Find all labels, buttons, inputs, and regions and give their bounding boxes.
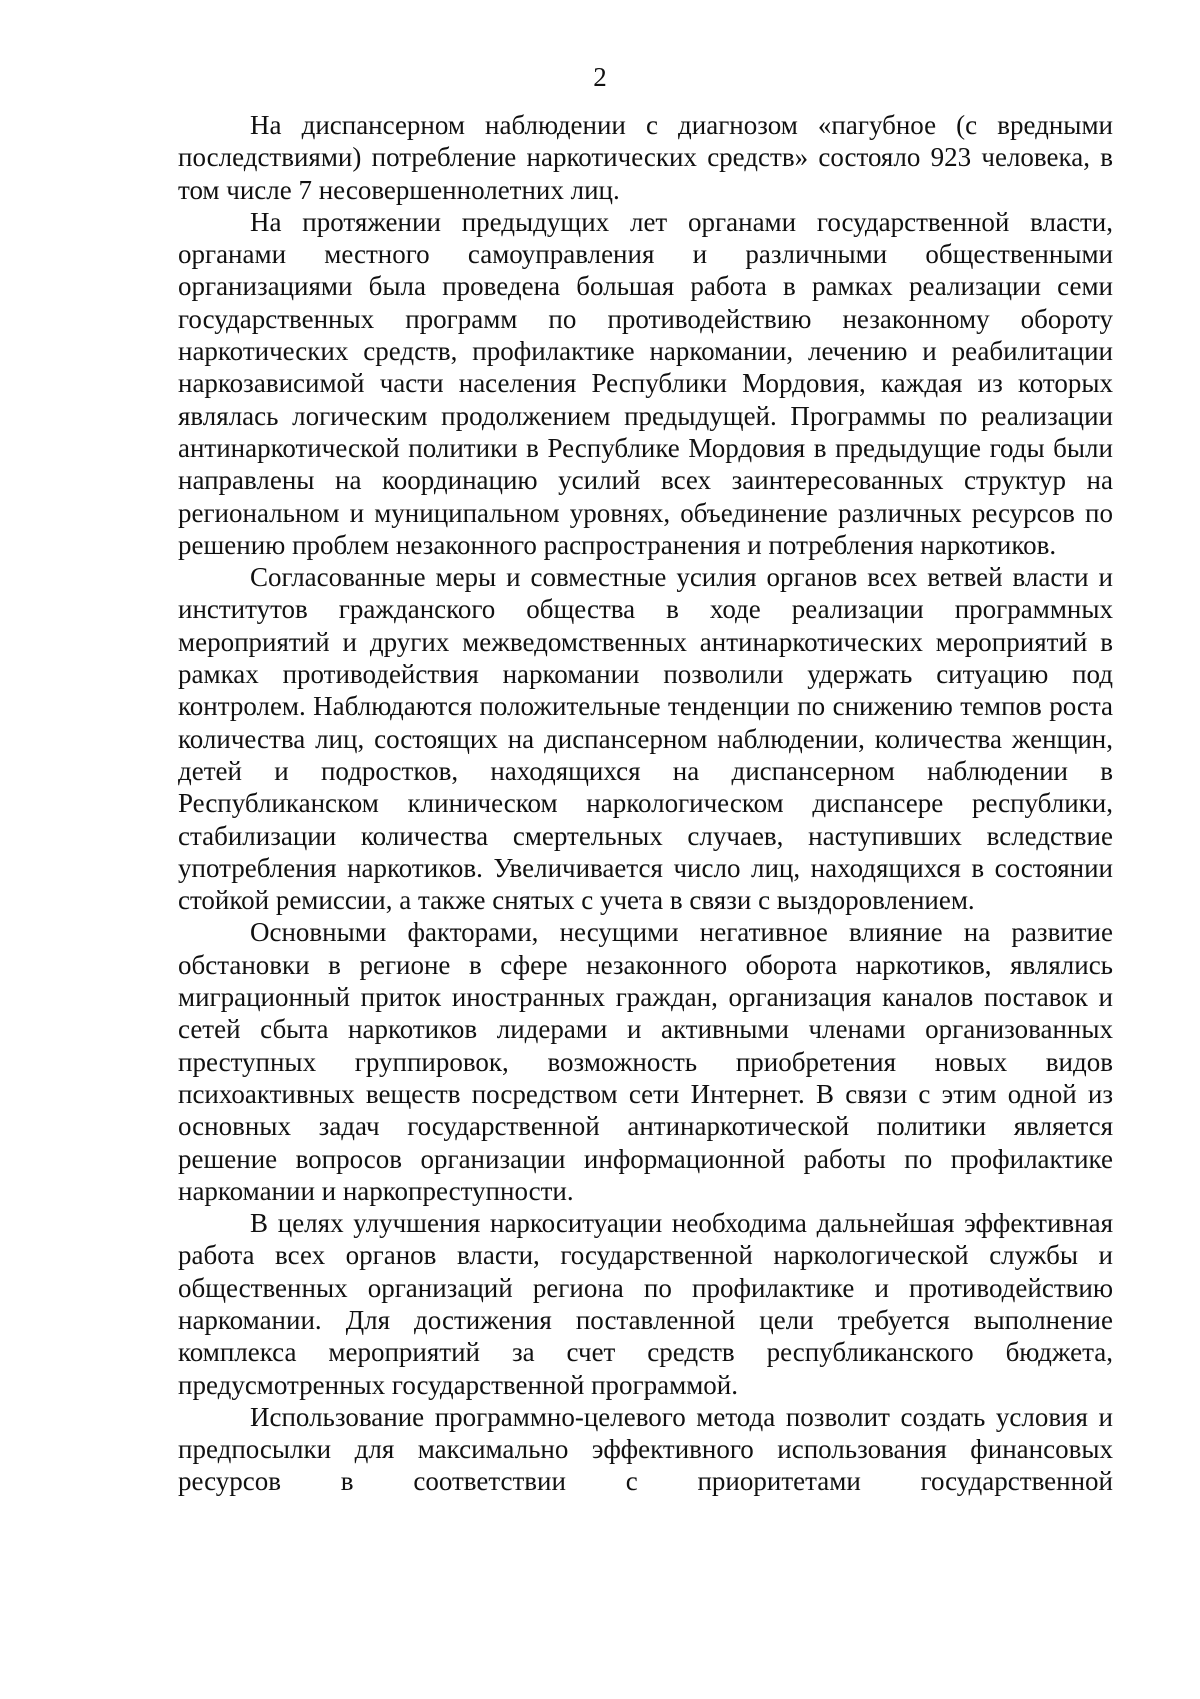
paragraph-program-target-method: Использование программно-целевого метода позволит создать условия и предпосылки для максимально эффективного использования финансовых ресурсов в соответствии с приоритетами государственной [178,1401,1113,1497]
paragraph-dispensary-observation: На диспансерном наблюдении с диагнозом «пагубное (с вредными последствиями) потребление наркотических средств» состояло 923 человека, в том числе 7 несовершеннолетних лиц. [178,110,1113,205]
paragraph-previous-programs: На протяжении предыдущих лет органами государственной власти, органами местного самоуправления и различными общественными организациями была проведена большая работа в рамках реализации семи государственных программ по противодействию незаконному обороту наркотических средств, профилактике наркомании, лечению и реабилитации наркозависимой части населения Республики Мордовия, каждая из которых являлась логическим продолжением предыдущей. Программы по реализации антинаркотической политики в Республике Мордовия в предыдущие годы были направлены на координацию усилий всех заинтересованных структур на региональном и муниципальном уровнях, объединение различных ресурсов по решению проблем незаконного распространения и потребления наркотиков. [178,206,1113,560]
document-body [178,109,1113,1498]
paragraph-coordinated-measures: Согласованные меры и совместные усилия органов всех ветвей власти и институтов гражданского общества в ходе реализации программных мероприятий и других межведомственных антинаркотических мероприятий в рамках противодействия наркомании позволили удержать ситуацию под контролем. Наблюдаются положительные тенденции по снижению темпов роста количества лиц, состоящих на диспансерном наблюдении, количества женщин, детей и подростков, находящихся на диспансерном наблюдении в Республиканском клиническом наркологическом диспансере республики, стабилизации количества смертельных случаев, наступивших вследствие употребления наркотиков. Увеличивается число лиц, находящихся в состоянии стойкой ремиссии, а также снятых с учета в связи с выздоровлением. [178,562,1113,916]
paragraph-negative-factors: Основными факторами, несущими негативное влияние на развитие обстановки в регионе в сфере незаконного оборота наркотиков, являлись миграционный приток иностранных граждан, организация каналов поставок и сетей сбыта наркотиков лидерами и активными членами организованных преступных группировок, возможность приобретения новых видов психоактивных веществ посредством сети Интернет. В связи с этим одной из основных задач государственной антинаркотической политики является решение вопросов организации информационной работы по профилактике наркомании и наркопреступности. [178,917,1113,1206]
page-number: 2 [593,62,607,92]
paragraph-improvement-goals: В целях улучшения наркоситуации необходима дальнейшая эффективная работа всех органов власти, государственной наркологической службы и общественных организаций региона по профилактике и противодействию наркомании. Для достижения поставленной цели требуется выполнение комплекса мероприятий за счет средств республиканского бюджета, предусмотренных государственной программой. [178,1208,1113,1400]
